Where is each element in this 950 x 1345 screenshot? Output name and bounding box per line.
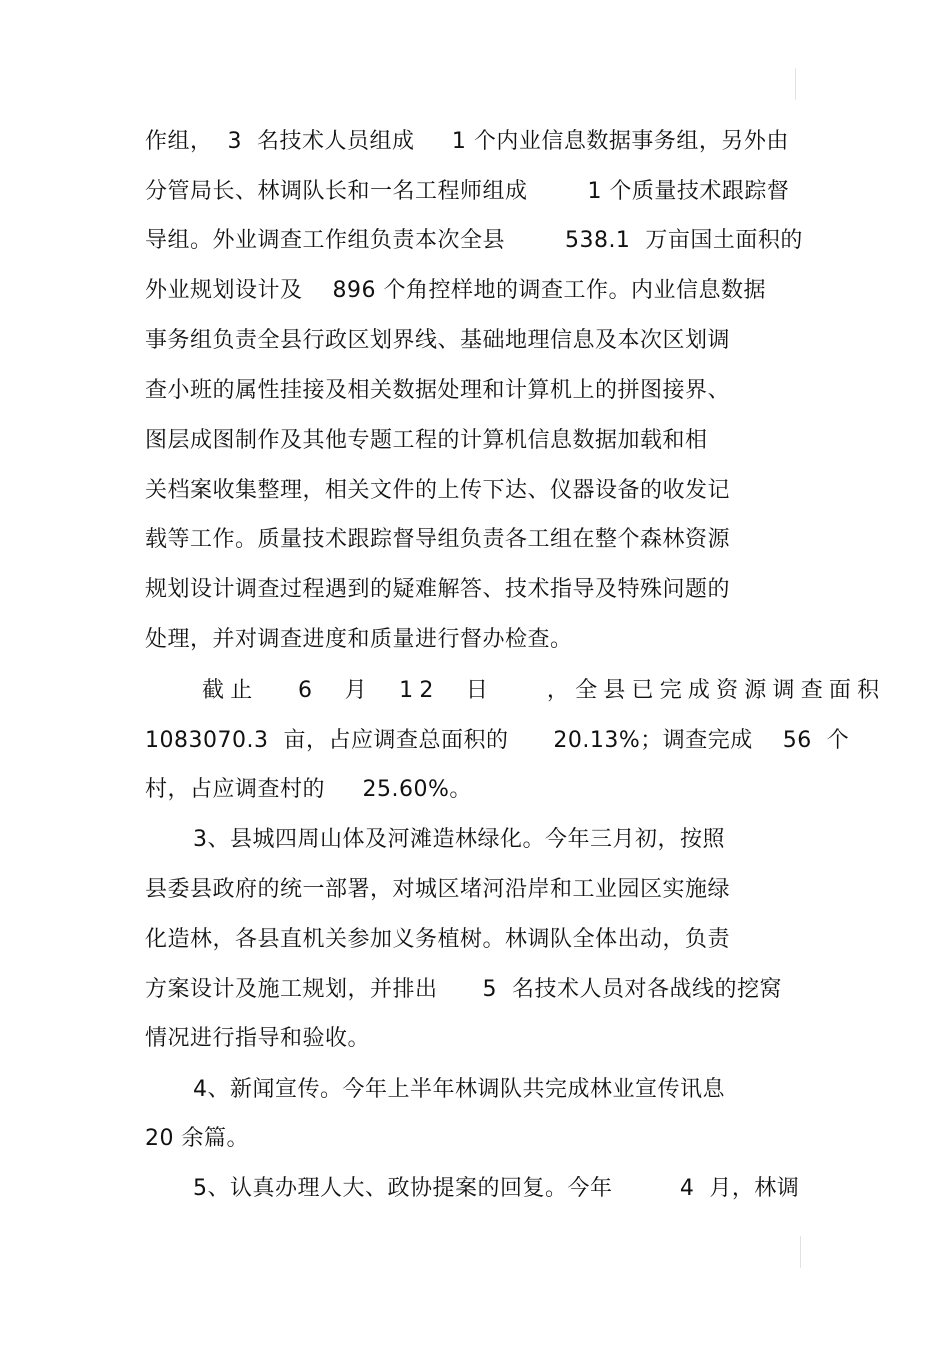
text-line-21: 20 余篇。 [145, 1126, 249, 1151]
text-line-4: 外业规划设计及 896 个角控样地的调查工作。内业信息数据 [145, 278, 766, 303]
page-edge-mark-top [795, 68, 796, 100]
text-line-17: 化造林，各县直机关参加义务植树。林调队全体出动，负责 [145, 927, 731, 952]
text-line-3: 导组。外业调查工作组负责本次全县 538.1 万亩国土面积的 [145, 228, 803, 253]
text-line-10: 规划设计调查过程遇到的疑难解答、技术指导及特殊问题的 [145, 577, 731, 602]
text-line-13: 1083070.3 亩，占应调查总面积的 20.13%；调查完成 56 个 [145, 728, 850, 753]
text-line-19: 情况进行指导和验收。 [145, 1026, 371, 1051]
text-line-2: 分管局长、林调队长和一名工程师组成 1 个质量技术跟踪督 [145, 179, 790, 204]
text-line-8: 关档案收集整理，相关文件的上传下达、仪器设备的收发记 [145, 478, 731, 503]
text-line-12: 截止 6 月 12 日 ，全县已完成资源调查面积 [202, 678, 886, 703]
text-line-11: 处理，并对调查进度和质量进行督办检查。 [145, 627, 573, 652]
text-line-18: 方案设计及施工规划，并排出 5 名技术人员对各战线的挖窝 [145, 977, 782, 1002]
text-line-7: 图层成图制作及其他专题工程的计算机信息数据加载和相 [145, 428, 708, 453]
text-line-15: 3、县城四周山体及河滩造林绿化。今年三月初，按照 [193, 827, 725, 852]
text-line-14: 村，占应调查村的 25.60%。 [145, 777, 472, 802]
text-line-1: 作组， 3 名技术人员组成 1 个内业信息数据事务组，另外由 [145, 129, 789, 154]
page-edge-mark-bottom [800, 1236, 801, 1268]
text-line-9: 载等工作。质量技术跟踪督导组负责各工组在整个森林资源 [145, 527, 731, 552]
text-line-20: 4、新闻宣传。今年上半年林调队共完成林业宣传讯息 [193, 1077, 725, 1102]
text-line-5: 事务组负责全县行政区划界线、基础地理信息及本次区划调 [145, 328, 731, 353]
text-line-22: 5、认真办理人大、政协提案的回复。今年 4 月，林调 [193, 1176, 800, 1201]
text-line-6: 查小班的属性挂接及相关数据处理和计算机上的拼图接界、 [145, 378, 731, 403]
text-line-16: 县委县政府的统一部署，对城区堵河沿岸和工业园区实施绿 [145, 877, 731, 902]
